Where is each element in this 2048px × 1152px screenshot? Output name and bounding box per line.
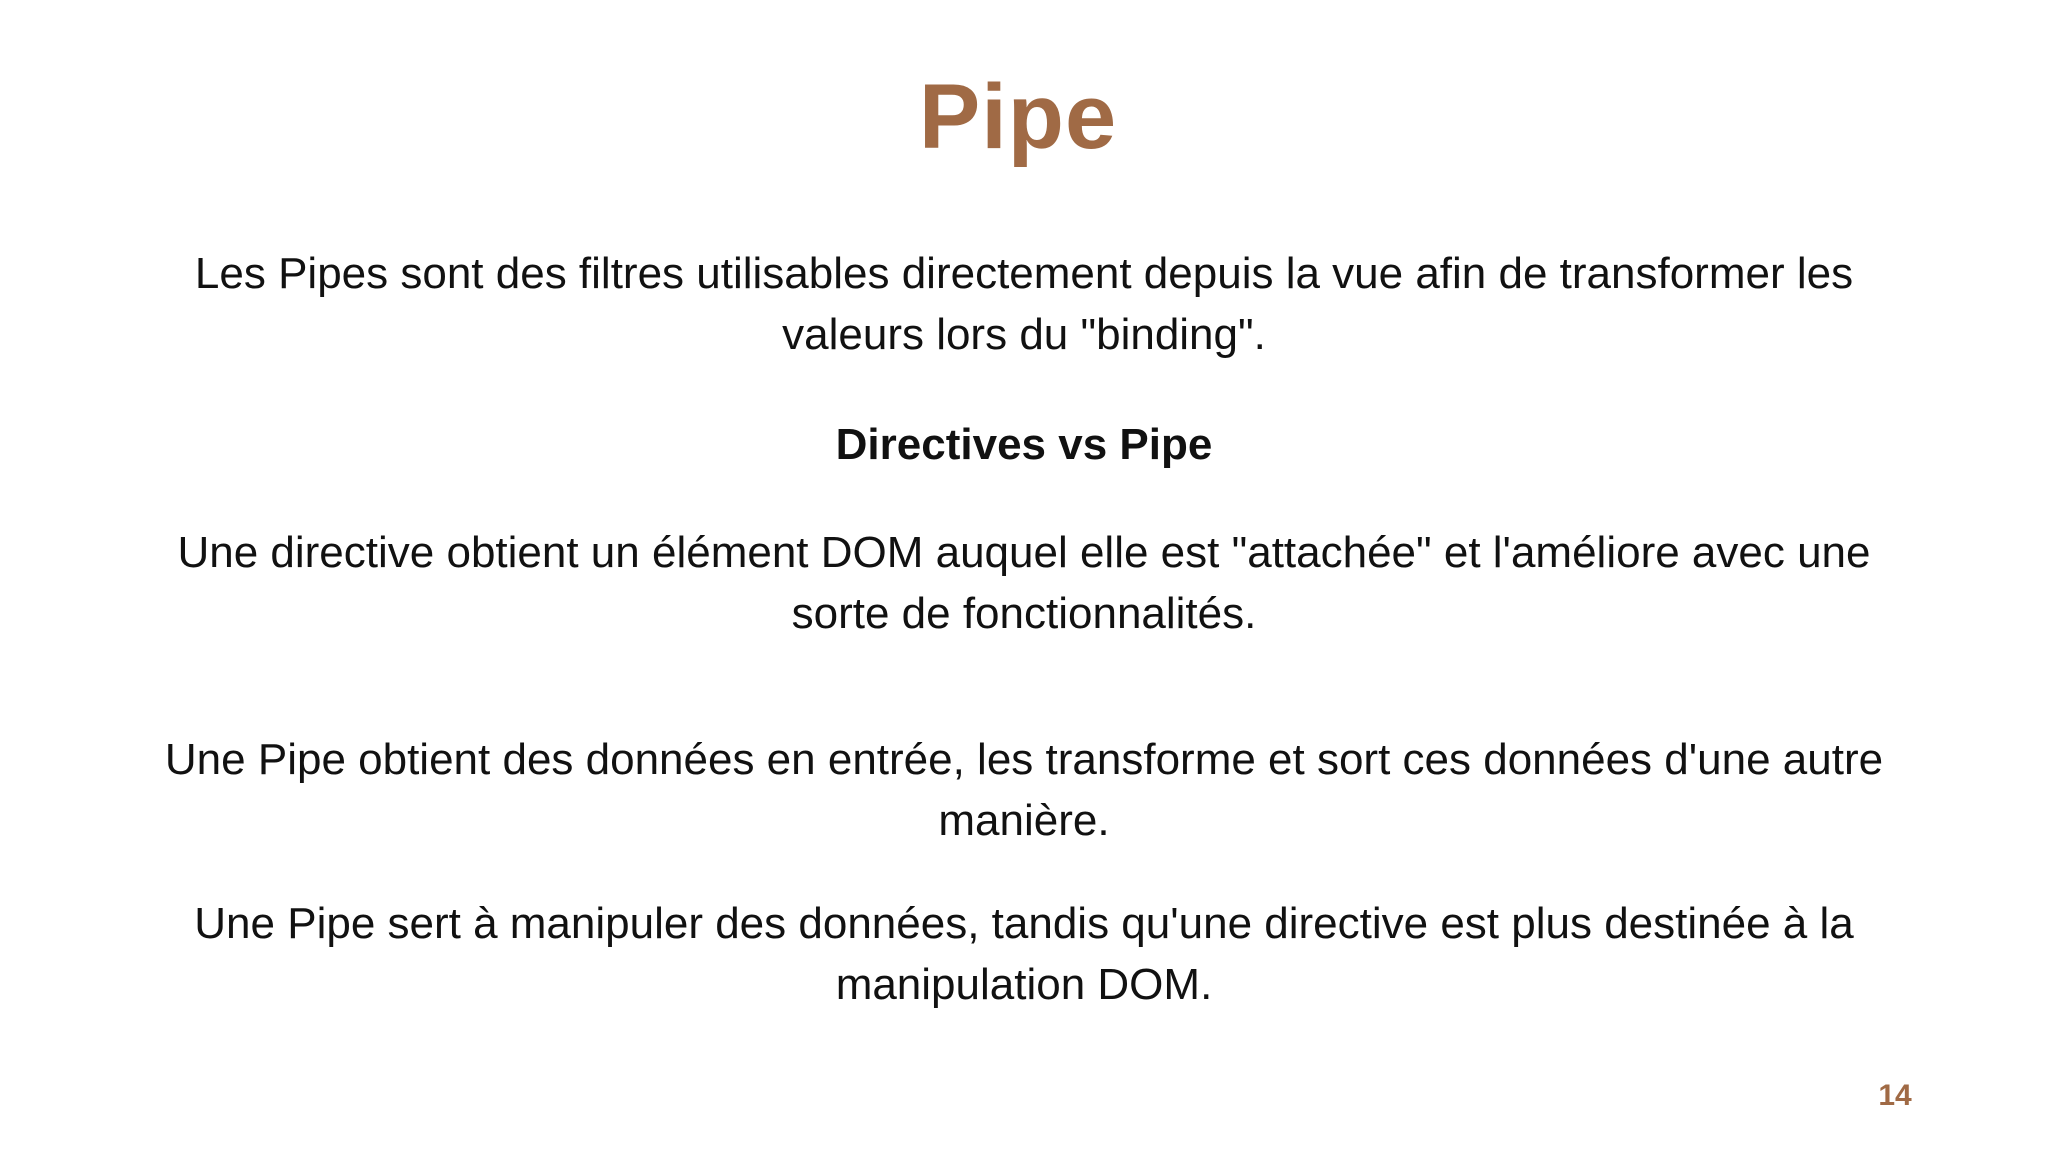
pipe-line-1: Une Pipe obtient des données en entrée, les transforme et sort ces données d'une autre [164, 735, 1884, 784]
directive-line-1: Une directive obtient un élément DOM auquel elle est "attachée" et l'améliore avec une [177, 528, 1871, 577]
section-subheading: Directives vs Pipe [835, 420, 1213, 469]
pipe-paragraph [60, 729, 1988, 851]
directive-line-2: sorte de fonctionnalités. [791, 589, 1257, 638]
comparison-line-1: Une Pipe sert à manipuler des données, tandis qu'une directive est plus destinée à la [194, 899, 1854, 948]
pipe-line-2: manière. [938, 796, 1110, 845]
slide-title: Pipe [918, 66, 1118, 168]
comparison-paragraph [60, 893, 1988, 1015]
intro-paragraph [60, 243, 1988, 365]
comparison-line-2: manipulation DOM. [835, 960, 1213, 1009]
intro-line-1: Les Pipes sont des filtres utilisables directement depuis la vue afin de transformer les [194, 249, 1854, 298]
intro-line-2: valeurs lors du "binding". [782, 310, 1266, 359]
directive-paragraph [60, 522, 1988, 644]
page-number: 14 [1878, 1079, 1912, 1112]
